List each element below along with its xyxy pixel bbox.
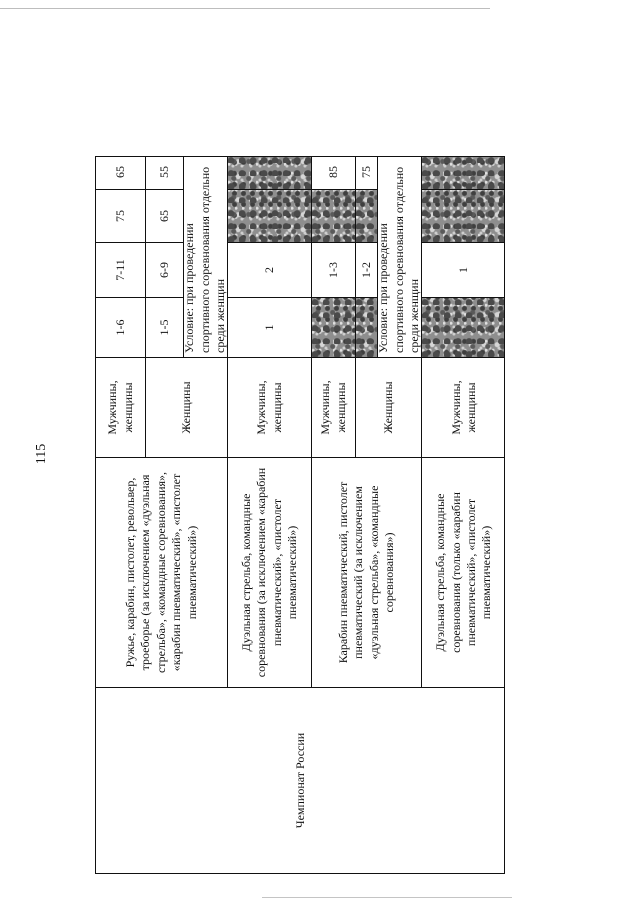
shaded-cell — [356, 297, 378, 357]
value-cell: 75 — [356, 156, 378, 189]
condition-note: Условие: при проведении спортивного соревнования отдельно среди женщин — [184, 156, 228, 357]
value-cell: 55 — [146, 156, 184, 189]
competition-cell: Чемпионат России — [96, 687, 505, 873]
place-cell: 6-9 — [146, 242, 184, 297]
disciplines-cell-1: Ружье, карабин, пистолет, револьвер, троеборье (за исключением «дуэльная стрельба», «командные соревнования», «карабин пневматический», «пистолет пневматический») — [96, 457, 228, 687]
place-cell: 1-6 — [96, 297, 146, 357]
shaded-cell — [422, 156, 505, 189]
shaded-cell — [422, 189, 505, 242]
value-cell: 65 — [96, 156, 146, 189]
value-cell: 85 — [312, 156, 356, 189]
place-cell: 1 — [422, 242, 505, 297]
place-cell: 2 — [228, 242, 312, 297]
gender-cell: Мужчины, женщины — [96, 357, 146, 457]
shaded-cell — [422, 297, 505, 357]
place-cell: 1 — [228, 297, 312, 357]
shaded-cell — [356, 189, 378, 242]
top-rule — [0, 8, 490, 9]
page-number: 115 — [34, 443, 49, 465]
place-cell: 1-5 — [146, 297, 184, 357]
disciplines-cell-3: Карабин пневматический, пистолет пневматический (за исключением «дуэльная стрельба», «командные соревнования») — [312, 457, 422, 687]
bottom-rule — [262, 897, 512, 898]
shaded-cell — [312, 189, 356, 242]
gender-cell: Мужчины, женщины — [422, 357, 505, 457]
disciplines-cell-4: Дуэльная стрельба, командные соревнования (только «карабин пневматический», «пистолет пневматический») — [422, 457, 505, 687]
disciplines-cell-2: Дуэльная стрельба, командные соревнования (за исключением «карабин пневматический», «пистолет пневматический») — [228, 457, 312, 687]
value-cell: 75 — [96, 189, 146, 242]
condition-note: Условие: при проведении спортивного соревнования отдельно среди женщин — [378, 156, 422, 357]
place-cell: 1-3 — [312, 242, 356, 297]
place-cell: 7-11 — [96, 242, 146, 297]
shaded-cell — [312, 297, 356, 357]
gender-cell: Мужчины, женщины — [228, 357, 312, 457]
shaded-cell — [228, 189, 312, 242]
gender-cell: Мужчины, женщины — [312, 357, 356, 457]
value-cell: 65 — [146, 189, 184, 242]
shaded-cell — [228, 156, 312, 189]
gender-cell: Женщины — [356, 357, 422, 457]
ranking-table — [95, 156, 505, 874]
place-cell: 1-2 — [356, 242, 378, 297]
gender-cell: Женщины — [146, 357, 228, 457]
